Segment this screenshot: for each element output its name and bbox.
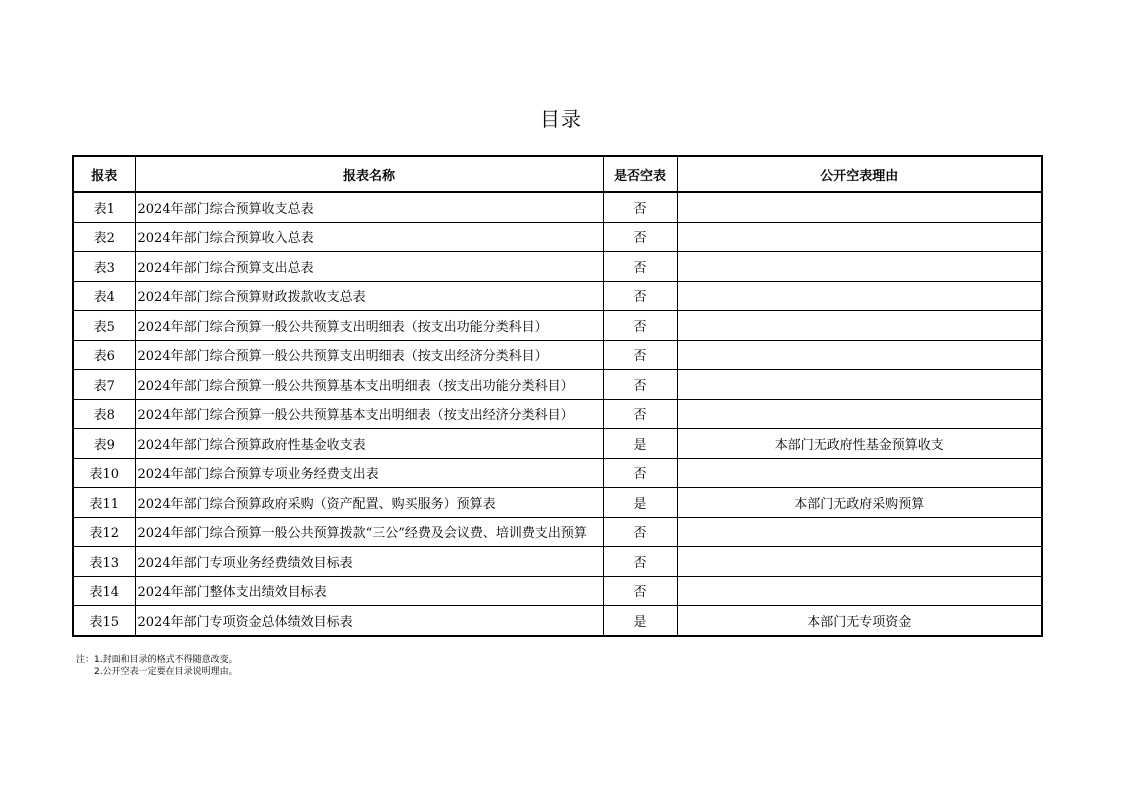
- row-id: 表4: [73, 281, 135, 311]
- header-empty-reason: 公开空表理由: [677, 156, 1042, 192]
- row-empty-reason: [677, 517, 1042, 547]
- footnotes: [76, 654, 238, 678]
- catalog-table: [72, 155, 1043, 637]
- row-is-empty: 否: [603, 311, 677, 341]
- row-report-name: 2024年部门综合预算政府采购（资产配置、购买服务）预算表: [135, 488, 603, 518]
- table-row: [73, 576, 1042, 606]
- row-empty-reason: [677, 458, 1042, 488]
- row-empty-reason: [677, 340, 1042, 370]
- row-is-empty: 否: [603, 517, 677, 547]
- row-is-empty: 否: [603, 340, 677, 370]
- row-report-name: 2024年部门综合预算一般公共预算基本支出明细表（按支出经济分类科目）: [135, 399, 603, 429]
- row-empty-reason: [677, 281, 1042, 311]
- row-report-name: 2024年部门综合预算支出总表: [135, 252, 603, 282]
- row-report-name: 2024年部门综合预算一般公共预算基本支出明细表（按支出功能分类科目）: [135, 370, 603, 400]
- row-is-empty: 否: [603, 222, 677, 252]
- row-is-empty: 否: [603, 281, 677, 311]
- table-row: [73, 192, 1042, 222]
- table-row: [73, 488, 1042, 518]
- row-id: 表15: [73, 606, 135, 636]
- row-empty-reason: [677, 576, 1042, 606]
- table-row: [73, 606, 1042, 636]
- row-report-name: 2024年部门专项资金总体绩效目标表: [135, 606, 603, 636]
- row-empty-reason: [677, 399, 1042, 429]
- row-report-name: 2024年部门综合预算财政拨款收支总表: [135, 281, 603, 311]
- row-id: 表10: [73, 458, 135, 488]
- row-report-name: 2024年部门综合预算一般公共预算支出明细表（按支出经济分类科目）: [135, 340, 603, 370]
- row-is-empty: 是: [603, 606, 677, 636]
- header-report-name: 报表名称: [135, 156, 603, 192]
- table-row: [73, 517, 1042, 547]
- row-is-empty: 否: [603, 252, 677, 282]
- page-title: 目录: [540, 107, 582, 131]
- row-is-empty: 否: [603, 399, 677, 429]
- row-empty-reason: 本部门无专项资金: [677, 606, 1042, 636]
- row-report-name: 2024年部门专项业务经费绩效目标表: [135, 547, 603, 577]
- row-id: 表1: [73, 192, 135, 222]
- row-id: 表11: [73, 488, 135, 518]
- row-is-empty: 否: [603, 576, 677, 606]
- row-id: 表12: [73, 517, 135, 547]
- row-id: 表8: [73, 399, 135, 429]
- row-empty-reason: [677, 252, 1042, 282]
- table-row: [73, 222, 1042, 252]
- row-is-empty: 否: [603, 192, 677, 222]
- footnote-1: 注：1.封面和目录的格式不得随意改变。: [76, 655, 238, 665]
- table-row: [73, 281, 1042, 311]
- table-row: [73, 311, 1042, 341]
- row-id: 表7: [73, 370, 135, 400]
- header-report: 报表: [73, 156, 135, 192]
- row-report-name: 2024年部门综合预算政府性基金收支表: [135, 429, 603, 459]
- row-empty-reason: 本部门无政府采购预算: [677, 488, 1042, 518]
- row-id: 表5: [73, 311, 135, 341]
- table-row: [73, 399, 1042, 429]
- row-report-name: 2024年部门综合预算收入总表: [135, 222, 603, 252]
- header-is-empty: 是否空表: [603, 156, 677, 192]
- row-empty-reason: [677, 311, 1042, 341]
- row-id: 表2: [73, 222, 135, 252]
- row-empty-reason: [677, 370, 1042, 400]
- row-report-name: 2024年部门综合预算一般公共预算支出明细表（按支出功能分类科目）: [135, 311, 603, 341]
- row-id: 表3: [73, 252, 135, 282]
- table-body: [73, 192, 1042, 636]
- row-report-name: 2024年部门综合预算专项业务经费支出表: [135, 458, 603, 488]
- row-id: 表6: [73, 340, 135, 370]
- row-is-empty: 是: [603, 488, 677, 518]
- row-is-empty: 是: [603, 429, 677, 459]
- row-id: 表9: [73, 429, 135, 459]
- row-id: 表13: [73, 547, 135, 577]
- row-empty-reason: [677, 222, 1042, 252]
- row-report-name: 2024年部门综合预算一般公共预算拨款“三公”经费及会议费、培训费支出预算: [135, 517, 603, 547]
- table-row: [73, 458, 1042, 488]
- row-empty-reason: 本部门无政府性基金预算收支: [677, 429, 1042, 459]
- row-id: 表14: [73, 576, 135, 606]
- table-row: [73, 429, 1042, 459]
- row-empty-reason: [677, 547, 1042, 577]
- row-is-empty: 否: [603, 458, 677, 488]
- table-row: [73, 252, 1042, 282]
- row-report-name: 2024年部门整体支出绩效目标表: [135, 576, 603, 606]
- row-is-empty: 否: [603, 547, 677, 577]
- footnote-2: 2.公开空表一定要在目录说明理由。: [94, 667, 238, 677]
- table-header-row: [73, 156, 1042, 192]
- table-row: [73, 547, 1042, 577]
- row-report-name: 2024年部门综合预算收支总表: [135, 192, 603, 222]
- row-is-empty: 否: [603, 370, 677, 400]
- table-row: [73, 370, 1042, 400]
- row-empty-reason: [677, 192, 1042, 222]
- table-row: [73, 340, 1042, 370]
